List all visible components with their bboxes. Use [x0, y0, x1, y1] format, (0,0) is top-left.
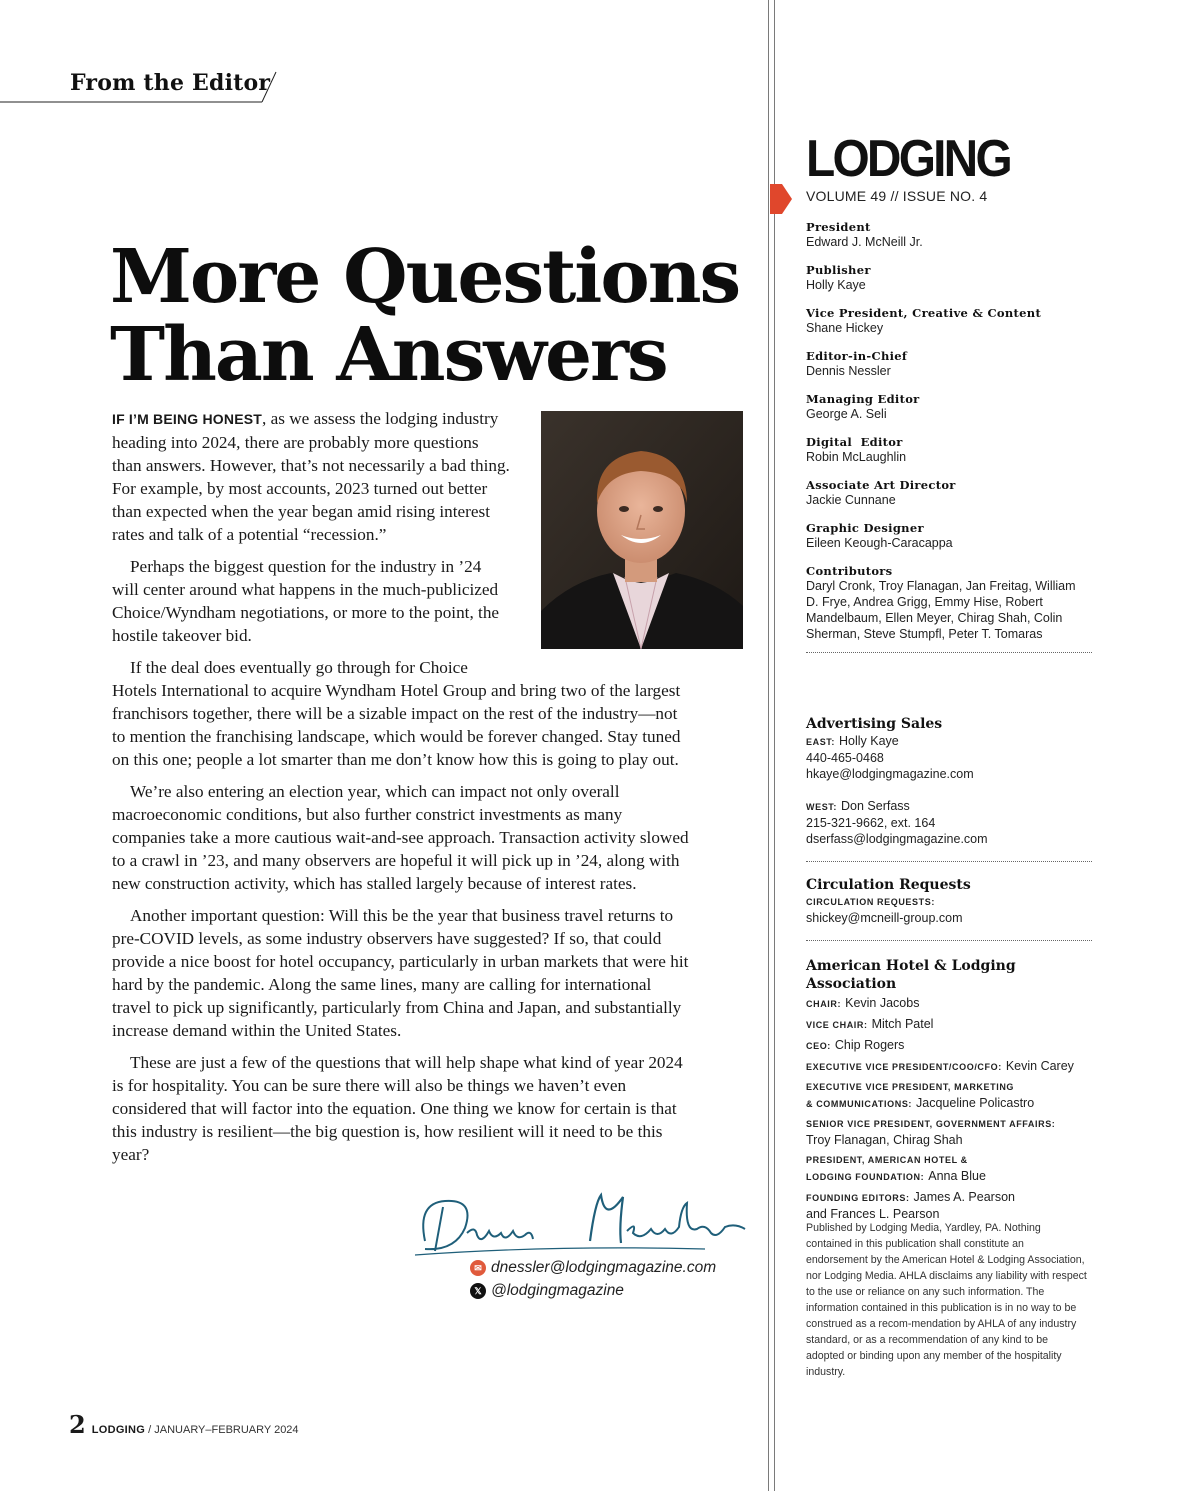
legal-disclaimer: Published by Lodging Media, Yardley, PA. Nothing contained in this publication shall constitute an endorsement by the American Hotel & Lodging Association, nor Lodging Media. AHLA disclaims any liability with respect to the use or reliance on any such information. The information contained in this publication is in no way to be construed as a recom-mendation by AHLA of any industry standard, or as a recommendation of any kind to be adopted or binding upon any member of the hospitality industry. [806, 1222, 1087, 1378]
lead-in: IF I’M BEING HONEST [112, 411, 263, 427]
staff-title: Editor-in-Chief [806, 349, 908, 363]
page-footer [69, 1410, 299, 1439]
article-body [112, 407, 692, 1175]
evp-label: EXECUTIVE VICE PRESIDENT/COO/CFO: [806, 1062, 1002, 1072]
founding-editors-label: FOUNDING EDITORS: [806, 1193, 910, 1203]
staff-name: Edward J. McNeill Jr. [806, 235, 923, 249]
staff-item [806, 220, 1092, 250]
west-phone: 215-321-9662, ext. 164 [806, 816, 936, 830]
svp-label: SENIOR VICE PRESIDENT, GOVERNMENT AFFAIRS: [806, 1119, 1056, 1129]
staff-item [806, 521, 1092, 551]
east-name: Holly Kaye [839, 734, 899, 748]
staff-name: Jackie Cunnane [806, 493, 896, 507]
paragraph-1 [112, 407, 512, 546]
staff-name: Holly Kaye [806, 278, 866, 292]
paragraph-1-text: , as we assess the lodging industry heading into 2024, there are probably more questions than answers. However, that’s not necessarily a bad thing. For example, by most accounts, 2023 turned out better than expected when the year began amid rising interest rates and talk of a potential “recession.” [112, 409, 510, 544]
svp-names: Troy Flanagan, Chirag Shah [806, 1133, 963, 1147]
staff-item [806, 392, 1092, 422]
issue-number: VOLUME 49 // ISSUE NO. 4 [806, 188, 988, 204]
foundation-president-label-2: LODGING FOUNDATION: [806, 1172, 925, 1182]
staff-title: President [806, 220, 871, 234]
staff-list [806, 220, 1092, 653]
vice-chair-label: VICE CHAIR: [806, 1020, 868, 1030]
dotted-divider [806, 652, 1092, 653]
ceo-name: Chip Rogers [834, 1038, 905, 1052]
staff-title: Contributors [806, 564, 893, 578]
staff-name: Shane Hickey [806, 321, 884, 335]
masthead-header [806, 130, 1096, 204]
paragraph-3-text: Hotels International to acquire Wyndham Hotel Group and bring two of the largest franchisors together, there will be a sizable impact on the rest of the industry—not to mention the franchising landscape, which would be forever changed. Stay tuned on this one; people a lot smarter than me don’t know how this is going to play out. [112, 681, 681, 769]
contributors-list: Daryl Cronk, Troy Flanagan, Jan Freitag, William D. Frye, Andrea Grigg, Emmy Hise, Robert Mandelbaum, Ellen Meyer, Chirag Shah, Colin Sherman, Steve Stumpfl, Peter T. Tomaras [806, 579, 1076, 641]
footer-issue-date: / JANUARY–FEBRUARY 2024 [148, 1424, 299, 1436]
east-label: EAST: [806, 737, 836, 747]
section-label-text: From the Editor [70, 70, 271, 96]
advertising-sales [806, 715, 1092, 862]
staff-item [806, 478, 1092, 508]
advertising-title: Advertising Sales [806, 716, 943, 732]
paragraph-3 [112, 656, 692, 771]
ahla-block [806, 957, 1092, 1226]
x-social-icon: 𝕏 [470, 1283, 486, 1299]
ahla-title: American Hotel & Lodging Association [806, 958, 1016, 992]
circulation-title: Circulation Requests [806, 877, 971, 893]
founding-editor-1: James A. Pearson [913, 1190, 1015, 1204]
footer-magazine-name: LODGING [91, 1424, 146, 1436]
east-phone: 440-465-0468 [806, 751, 884, 765]
title-line-1: More Questions [110, 234, 740, 320]
circulation-label: CIRCULATION REQUESTS: [806, 897, 935, 907]
paragraph-6: These are just a few of the questions that will help shape what kind of year 2024 is for hospitality. You can be sure there will also be things we haven’t even considered that will factor into the equation. One thing we know for certain is that this industry is resilient—the big question is, how resilient will it need to be this year? [112, 1053, 683, 1164]
staff-title: Graphic Designer [806, 521, 924, 535]
dotted-divider [806, 940, 1092, 941]
staff-item [806, 306, 1092, 336]
email-icon: ✉ [470, 1260, 486, 1276]
chair-label: CHAIR: [806, 999, 842, 1009]
page-number: 2 [69, 1410, 86, 1439]
west-name: Don Serfass [841, 799, 910, 813]
magazine-logo: LODGING [806, 130, 1010, 188]
staff-title: Managing Editor [806, 392, 920, 406]
staff-title: Associate Art Director [806, 478, 956, 492]
staff-item [806, 263, 1092, 293]
staff-title: Digital Editor [806, 435, 903, 449]
staff-item [806, 564, 1092, 642]
staff-title: Vice President, Creative & Content [806, 306, 1042, 320]
title-line-2: Than Answers [110, 312, 667, 398]
staff-item [806, 349, 1092, 379]
east-email[interactable]: hkaye@lodgingmagazine.com [806, 767, 974, 781]
paragraph-3-start: If the deal does eventually go through for Choice [130, 658, 468, 677]
staff-name: Dennis Nessler [806, 364, 891, 378]
editor-social-handle[interactable] [470, 1281, 624, 1301]
dotted-divider [806, 861, 1092, 862]
staff-item [806, 435, 1092, 465]
staff-title: Publisher [806, 263, 871, 277]
west-email[interactable]: dserfass@lodgingmagazine.com [806, 832, 988, 846]
evp-marketing-label-2: & COMMUNICATIONS: [806, 1099, 913, 1109]
section-label [0, 66, 290, 106]
staff-name: Robin McLaughlin [806, 450, 907, 464]
vice-chair-name: Mitch Patel [871, 1017, 934, 1031]
foundation-president-name: Anna Blue [928, 1169, 986, 1183]
staff-name: Eileen Keough-Caracappa [806, 536, 953, 550]
evp-marketing-label: EXECUTIVE VICE PRESIDENT, MARKETING [806, 1082, 1015, 1092]
paragraph-4: We’re also entering an election year, which can impact not only overall macroeconomic conditions, but also further constrict investments as many companies take a more cautious wait-and-see approach. Transaction activity slowed to a crawl in ’23, and many observers are hopeful it will pick up in ’24, along with new construction activity, which has stalled largely because of interest rates. [112, 782, 689, 893]
editor-signature [405, 1183, 750, 1263]
paragraph-2: Perhaps the biggest question for the industry in ’24 will center around what happens in the much-publicized Choice/Wyndham negotiations, or more to the point, the hostile takeover bid. [112, 557, 500, 645]
editor-social-handle-text: @lodgingmagazine [491, 1282, 624, 1299]
foundation-president-label: PRESIDENT, AMERICAN HOTEL & [806, 1155, 968, 1165]
column-divider [768, 0, 776, 1491]
circulation-email[interactable]: shickey@mcneill-group.com [806, 911, 963, 925]
west-label: WEST: [806, 802, 837, 812]
chair-name: Kevin Jacobs [845, 996, 920, 1010]
ceo-label: CEO: [806, 1041, 831, 1051]
staff-name: George A. Seli [806, 407, 887, 421]
editor-email[interactable] [470, 1258, 716, 1278]
evp-name: Kevin Carey [1005, 1059, 1074, 1073]
circulation-requests [806, 876, 1092, 941]
founding-editor-2: and Frances L. Pearson [806, 1207, 940, 1221]
paragraph-5: Another important question: Will this be the year that business travel returns to pre-COVID levels, as some industry observers have suggested? If so, that could provide a nice boost for hotel occupancy, particularly in urban markets that were hit hard by the pandemic. Along the same lines, many are calling for international travel to pick up significantly, particularly from China and Japan, and substantially increase demand within the United States. [112, 906, 689, 1040]
red-tab-arrow-icon [770, 184, 792, 214]
editor-email-text: dnessler@lodgingmagazine.com [491, 1259, 717, 1276]
evp-marketing-name: Jacqueline Policastro [916, 1096, 1035, 1110]
page-title [110, 234, 750, 398]
